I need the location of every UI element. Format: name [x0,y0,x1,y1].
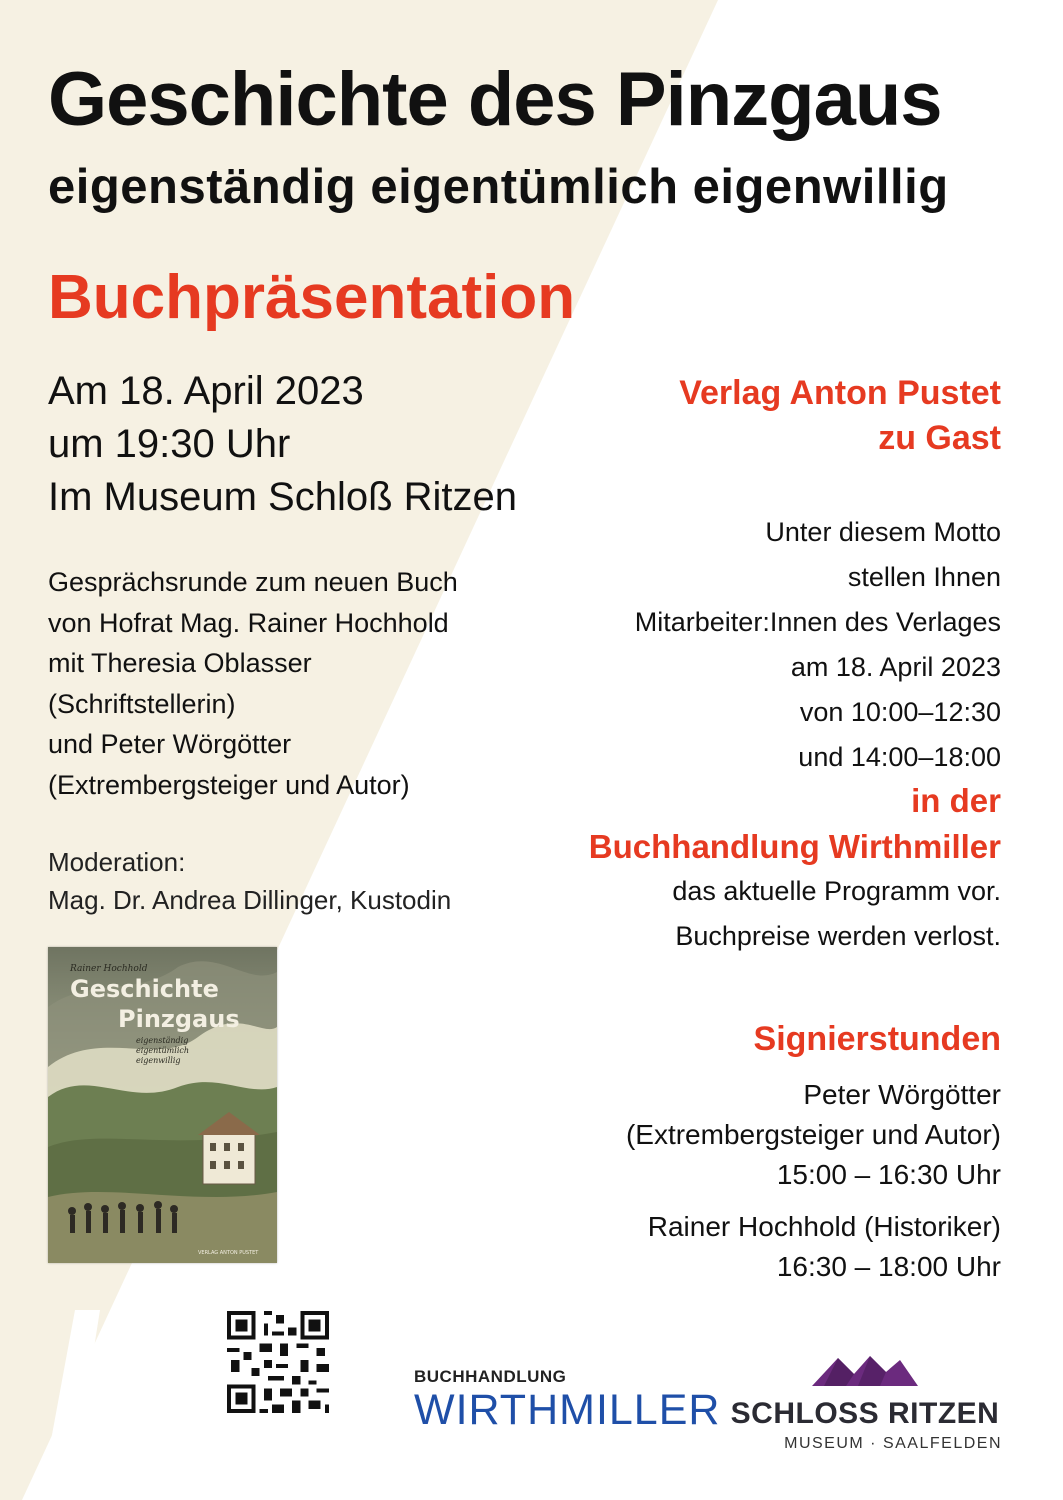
wirthmiller-logo-big: WIRTHMILLER [414,1386,721,1434]
event-place: Im Museum Schloß Ritzen [48,475,518,519]
signing-heading: Signierstunden [753,1020,1001,1058]
signing-person-2 [648,1207,1001,1287]
talk-line: (Extrembergsteiger und Autor) [48,769,410,800]
cover-tagline: eigenständig [136,1036,189,1045]
publisher-logo-mark [30,1300,190,1500]
wirthmiller-logo-small: BUCHHANDLUNG [414,1367,567,1386]
event-date: Am 18. April 2023 [48,369,364,413]
cover-tagline: eigenwillig [136,1056,181,1065]
motto-line: stellen Ihnen [847,562,1001,592]
talk-description [48,562,458,805]
mountain-icon [810,1352,920,1388]
moderation-label: Moderation: [48,847,186,877]
cover-title-line1: Geschichte [70,975,219,1003]
event-time: um 19:30 Uhr [48,422,291,466]
talk-line: und Peter Wörgötter [48,729,292,759]
cover-title-line2: Pinzgaus [118,1005,240,1033]
program-line: Buchpreise werden verlost. [675,921,1001,951]
store-line: Buchhandlung Wirthmiller [588,828,1001,865]
page-title: Geschichte des Pinzgaus [48,57,942,142]
book-cover-image [48,947,277,1263]
program-line: das aktuelle Programm vor. [672,876,1001,906]
moderator-name: Mag. Dr. Andrea Dillinger, Kustodin [48,885,452,915]
schloss-ritzen-logo [728,1352,1002,1453]
cover-publisher: VERLAG ANTON PUSTET [198,1250,259,1256]
event-details [48,365,517,524]
moderation-block [48,843,451,919]
talk-line: mit Theresia Oblasser [48,648,312,678]
signing-time: 16:30 – 18:00 Uhr [776,1251,1001,1282]
qr-code[interactable] [219,1303,337,1421]
cover-author: Rainer Hochhold [70,964,148,974]
store-line: in der [911,782,1001,819]
signing-name: Rainer Hochhold (Historiker) [647,1211,1001,1242]
signing-role: (Extrembergsteiger und Autor) [625,1119,1001,1150]
talk-line: Gesprächsrunde zum neuen Buch [48,567,458,597]
guest-line: Verlag Anton Pustet [679,374,1001,412]
talk-line: von Hofrat Mag. Rainer Hochhold [48,607,449,638]
signing-person-1 [626,1075,1001,1195]
cover-tagline: eigentümlich [136,1046,190,1055]
talk-line: (Schriftstellerin) [48,688,236,719]
motto-line: und 14:00–18:00 [798,742,1001,772]
guest-line: zu Gast [878,419,1001,457]
wirthmiller-logo [414,1368,720,1432]
program-text [672,869,1001,959]
motto-line: Unter diesem Motto [765,517,1001,547]
signing-name: Peter Wörgötter [803,1079,1001,1110]
ritzen-logo-name: SCHLOSS RITZEN [730,1397,1000,1430]
publisher-guest-heading [679,371,1001,461]
ritzen-logo-sub: MUSEUM · SAALFELDEN [784,1435,1002,1452]
event-type-heading: Buchpräsentation [48,263,576,332]
page-subtitle: eigenständig eigentümlich eigenwillig [48,160,949,214]
motto-line: am 18. April 2023 [790,652,1001,682]
signing-time: 15:00 – 16:30 Uhr [776,1159,1001,1190]
motto-line: von 10:00–12:30 [799,697,1001,727]
motto-line: Mitarbeiter:Innen des Verlages [634,607,1001,637]
bookstore-heading [589,778,1001,870]
motto-text [635,510,1001,780]
